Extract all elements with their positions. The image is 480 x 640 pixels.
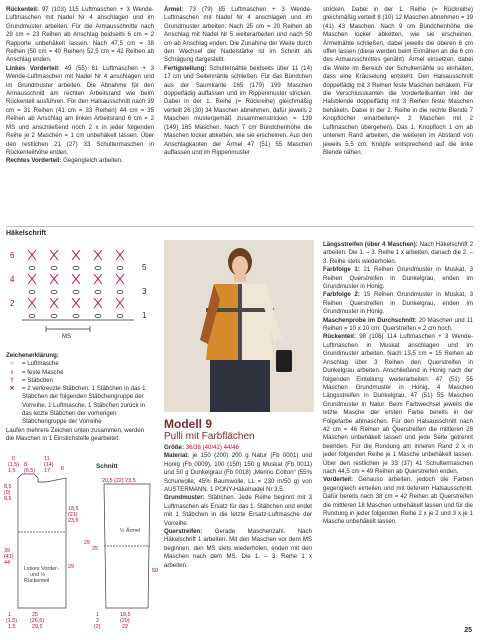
chart-row-4 bbox=[28, 274, 124, 284]
schnitt-top-1: (1,5) bbox=[8, 462, 20, 468]
schnitt-center-label-2: und ½ bbox=[30, 572, 45, 578]
rueckenteil2-text: 98 (106) 114 Luftmaschen + 3 Wende-Luftmaschen in Muskat anschlagen und im Grundmuster arbeiten. Nach 13,5 cm = 15 Reihen ab Anschlag über 3 Reihen den Querstreifen in Dunkelgrau arbeiten. Anschließend in Honig nach der folgenden Einteilung weiterarbeiten: 47 (51) 55 Maschen Grundmuster in Honig, 4 Maschen Längsstreifen in Dunkelgrau, 47 (51) 55 Maschen Grundmuster in Natur. Beim Farbwechsel jeweils die letzte Masche der ersten Farbe bereits in der Folgefarbe abmaschen. Für den Halsausschnitt nach 42 cm = 46 Reihen ab Querstreifen die mittleren 28 Maschen unbehäkelt lassen und jede Seite getrennt beenden. Für die Rundung am inneren Rand 2 x in jeder folgenden Reihe je 1 Masche unbehäkelt lassen. Über den restlichen je 33 (37) 41 Schultermaschen nach 44,5 cm = 49 Reihen ab Querstreifen enden. bbox=[323, 333, 473, 475]
maschenprobe-text: 20 Maschen und 11 Reihen = 10 x 10 cm; Querstreifen = 2 cm hoch. bbox=[323, 316, 473, 333]
sleeve-bottom-small-0: 1 bbox=[96, 612, 99, 618]
schnitt-bottom-2: 29,5 bbox=[32, 624, 43, 630]
farbfolge1-heading: Farbfolge 1: bbox=[323, 266, 360, 274]
sleeve-bottom-small-2: (2) bbox=[94, 624, 101, 630]
row-number-2: 2 bbox=[10, 299, 15, 308]
model-title: Modell 9 bbox=[164, 417, 213, 431]
sleeve-bottom-1: (20) bbox=[120, 618, 130, 624]
legend bbox=[6, 352, 154, 443]
schnitt-arm-2: 23,5 bbox=[68, 518, 79, 524]
sleeve-side-1: 50 bbox=[152, 568, 158, 574]
fertigstellung-heading: Fertigstellung: bbox=[164, 64, 207, 72]
schnitt-top-2: 1,5 bbox=[8, 468, 16, 474]
schnitt-bottom-0: 25 bbox=[32, 612, 38, 618]
schnitt-top-4: (6,5) bbox=[24, 468, 36, 474]
rechtes-vorderteil-text: Gegengleich arbeiten. bbox=[63, 157, 123, 165]
farbfolge1-text: 21 Reihen Grundmuster in Muskat, 3 Reihen Querstreifen in Dunkelgrau, enden im Grundmuster in Honig. bbox=[323, 266, 473, 291]
column-5 bbox=[164, 444, 312, 570]
column-6 bbox=[323, 241, 473, 527]
schnitt-top-9: 6 bbox=[61, 466, 64, 472]
crochet-chart bbox=[6, 240, 156, 340]
column-2 bbox=[164, 6, 312, 157]
linkes-vorderteil-heading: Linkes Vorderteil: bbox=[6, 64, 60, 72]
querstreifen-heading: Querstreifen: bbox=[164, 528, 203, 536]
model-subtitle: Pulli mit Farbflächen bbox=[164, 431, 255, 442]
linkes-vorderteil-text: 49 (55) 61 Luftmaschen + 3 Wende-Luftmaschen mit Nadel Nr 4 anschlagen und im Grundmuster arbeiten. Die Abnahme für den Armausschnitt am rechten Arbeitsrand wie beim Rückenteil ausführen. Für den Halsausschnitt nach 39 cm = 31 Reihen (41 cm = 33 Reihen) 44 cm = 35 Reihen ab Anschlag am linken Arbeitsrand 6 cm = 2 MS und anschließend noch 2 x in jeder folgenden Reihe je 2 Maschen = 1 cm unbehäkelt lassen. Über den restlichen 21 (27) 33 Schultermaschen in Rückenteilhöhe enden. bbox=[6, 64, 154, 156]
groesse-heading: Größe: bbox=[164, 444, 184, 451]
sleeve-bottom-small-1: 2 bbox=[96, 618, 99, 624]
schnitt-height-0: 29 bbox=[68, 564, 74, 570]
schnitt-height-1: 25 bbox=[84, 540, 90, 546]
schnitt-bottom-small-0: 1 bbox=[8, 612, 11, 618]
farbfolge2-heading: Farbfolge 2: bbox=[323, 291, 360, 299]
maschenprobe-heading: Maschenprobe im Durchschnitt: bbox=[323, 316, 417, 324]
schnitt-arm-1: (21) bbox=[68, 512, 78, 518]
vorderteil-text: Genauso arbeiten, jedoch die Farben gegengleich einteilen und mit tieferem Halsausschnitt. Dafür bereits nach 38 cm = 42 Reihen ab Querstreifen die mittleren 18 Maschen unbehäkelt lassen und für die Rundung in jeder folgenden Reihe 2 x je 2 und 3 x je 1 Masche unbehäkelt lassen. bbox=[323, 476, 473, 526]
schnitt-center-label-3: Rückenteil bbox=[24, 578, 50, 584]
page-number: 25 bbox=[464, 627, 472, 634]
schnitt-left-1: (9) bbox=[4, 490, 11, 496]
schnitt-arm-0: 18,5 bbox=[68, 506, 79, 512]
column-1 bbox=[6, 6, 154, 166]
chart-heading: Häkelschrift bbox=[6, 230, 47, 237]
schnitt-sleeve-outline bbox=[104, 484, 150, 608]
schnitt-top-3: 8 bbox=[24, 462, 27, 468]
laengsstreifen-heading: Längsstreifen (über 4 Maschen): bbox=[323, 241, 418, 248]
legend-text: = 2 verkreuzte Stäbchen: 1 Stäbchen in das 1. Stäbchen der folgenden Stäbchengruppe der Vorreihe, 1 Luftmasche, 1 Stäbchen zurück in das letzte Stäbchen der vorherigen Stäbchengruppe der Vorreihe bbox=[22, 385, 148, 426]
schnitt-bottom-1: (26,5) bbox=[30, 618, 45, 624]
chain-stitch-icon: ○ bbox=[10, 360, 14, 368]
schnitt-left-0: 8,5 bbox=[4, 484, 12, 490]
row-number-5: 5 bbox=[142, 263, 147, 272]
aermel-heading: Ärmel: bbox=[164, 6, 184, 13]
legend-footer: Laufen mehrere Zeichen unten zusammen, werden die Maschen in 1 Einstichstelle gearbeitet. bbox=[6, 426, 145, 442]
legend-item bbox=[6, 377, 154, 385]
grundmuster-text: Stäbchen. Jede Reihe beginnt mit 3 Luftmaschen als Ersatz für das 1. Stäbchen und endet mit 1 Stäbchen in die letzte Ersatz-Luftmasche der Vorreihe. bbox=[164, 494, 312, 527]
legend-item bbox=[6, 369, 154, 377]
model-illustration bbox=[164, 240, 314, 412]
rueckenteil2-heading: Rückenteil: bbox=[323, 333, 356, 341]
schnitt-heading: Schnitt bbox=[96, 463, 118, 470]
schnitt-side-2: 44 bbox=[4, 560, 10, 566]
fertigstellung-text: Schulternähte beidseits über 11 (14) 17 cm und Seitennähte schließen. Für das Bündchen aus der Saumkante 165 (179) 199 Maschen doppelfädig auffassen und im Rippenmuster stricken. Dabei in der 1. Reihe (= Rückreihe) gleichmäßig verteilt 26 (30) 34 Maschen abnehmen, dafür jeweils 2 Maschen mustergemäß zusammenstricken = 139 (149) 165 Maschen. Nach 7 cm Bündchenhöhe die Maschen locker abketten, wie sie erscheinen. Aus den Anschlagkanten der Ärmel 47 (51) 55 Maschen auffassen und im Rippenmuster bbox=[164, 64, 312, 156]
schnitt-top-7: (14) bbox=[44, 462, 54, 468]
rueckenteil-text: 97 (103) 115 Luftmaschen + 3 Wende-Luftmaschen mit Nadel Nr 4 anschlagen und im Grundmuster arbeiten. Für die Armausschnitte nach 29 cm = 23 Reihen ab Anschlag beidseits 6 cm = 2 Rapporte unbehäkelt lassen. Nach 47,5 cm = 38 Reihen (50 cm = 40 Reihen) 52,5 cm = 42 Reihen ab Anschlag enden. bbox=[6, 6, 154, 64]
model-photo bbox=[164, 240, 314, 412]
double-crochet-icon: † bbox=[10, 376, 14, 384]
row-number-1: 1 bbox=[142, 311, 147, 320]
single-crochet-icon: ı bbox=[11, 368, 13, 376]
ms-label: MS bbox=[62, 334, 71, 340]
chart-row-2 bbox=[28, 298, 124, 308]
legend-item bbox=[6, 360, 154, 368]
material-text: je 150 (200) 200 g Natur (Fb 0001) und Honig (Fb 0009), 100 (150) 150 g Muskat (Fb 0011) und 50 g Dunkelgrau (Fb 0018) „Merino Cotton“ (55% Schurwolle, 45% Baumwolle, LL = 230 m/50 g) von AUSTERMANN. 1 PONY-Häkelnadel Nr 3,5. bbox=[164, 452, 312, 494]
schnitt-top-8: 17 bbox=[44, 468, 50, 474]
sleeve-top: 20,5 (22) 23,5 bbox=[102, 478, 136, 484]
sleeve-label: ½ Ärmel bbox=[120, 528, 141, 534]
querstreifen-text: Gerade Maschenzahl. Nach Häkelschrift 1 arbeiten. Mit den Maschen vor dem MS beginnen, den MS stets wiederholen, enden mit den Maschen nach dem MS. Die 1. – 3. Reihe 1 x arbeiten. bbox=[164, 528, 312, 569]
row-number-6: 6 bbox=[10, 251, 15, 260]
schnitt-top-0: 0 bbox=[12, 456, 15, 462]
schnitt-left-2: 9,5 bbox=[4, 496, 12, 502]
rechtes-vorderteil-heading: Rechtes Vorderteil: bbox=[6, 157, 62, 165]
legend-heading: Zeichenerklärung: bbox=[6, 352, 59, 359]
chart-symbols bbox=[28, 250, 124, 308]
row-number-4: 4 bbox=[10, 275, 15, 284]
pattern-schematic bbox=[4, 452, 160, 632]
legend-item bbox=[6, 385, 154, 426]
rueckenteil-heading: Rückenteil: bbox=[6, 6, 39, 13]
aermel-text: 73 (79) 85 Luftmaschen + 3 Wende-Luftmaschen mit Nadel Nr 4 anschlagen und im Grundmuster arbeiten. Nach 25 cm = 20 Reihen ab Anschlag mit Nadel Nr 5 weiterarbeiten und nach 50 cm ab Anschlag enden. Die Zunahme der Weite durch den Wechsel der Nadelstärke ist im Schnitt als Schrägung dargestellt. bbox=[164, 6, 312, 64]
grundmuster-heading: Grundmuster: bbox=[164, 494, 205, 502]
schnitt-side-1: (41) bbox=[4, 554, 14, 560]
crossed-double-crochet-icon: ✕ bbox=[9, 385, 15, 393]
sleeve-side-0: 25 bbox=[92, 546, 98, 552]
legend-text: = feste Masche bbox=[22, 368, 64, 376]
section-divider bbox=[6, 226, 474, 227]
row-number-3: 3 bbox=[142, 287, 147, 296]
legend-text: = Luftmasche bbox=[22, 360, 59, 368]
schnitt-bottom-small-1: (1,5) bbox=[6, 618, 18, 624]
column-3-text: stricken. Dabei in der 1. Reihe (= Rückreihe) gleichmäßig verteilt 8 (10) 12 Maschen abnehmen = 39 (41) 43 Maschen. Nach 9 cm Bündchenhöhe die Maschen locker abketten, wie sie erscheinen. Ärmelnähte schließen, dabei jeweils die oberen 6 cm offen lassen (diese werden beim Einnähen an die 6 cm des Armausschnittes genäht). Ärmel einsetzen, dabei die Weite im Bereich der Schulternähte so einhalten, dass eine Kräuselung entsteht. Den Halsausschnitt doppelfädig mit 3 Reihen feste Maschen behäkeln. Für die Verschlusskanten die Vorderteilkanten inkl der Halsblende doppelfädig mit 3 Reihen feste Maschen behäkeln. Dabei in der 2. Reihe in die rechte Blende 7 Knopflöcher einarbeiten(= 2 Maschen mit 2 Luftmaschen übergehen). Das 1. Knopfloch 1 cm ab unterem Rand arbeiten, die weiteren im Abstand von jeweils 5,5 cm. Knöpfe entsprechend auf die linke Blende nähen. bbox=[323, 6, 473, 156]
column-3 bbox=[323, 6, 473, 157]
schnitt-body-outline bbox=[18, 474, 66, 608]
legend-text: = Stäbchen bbox=[22, 376, 54, 384]
vorderteil-heading: Vorderteil: bbox=[323, 476, 354, 484]
sleeve-bottom-0: 18,5 bbox=[120, 612, 131, 618]
laengsstreifen-text: Nach Häkelschrift 2 arbeiten. Die 1. – 3. Reihe 1 x arbeiten, danach die 2. – 3. Reihe stets wiederholen. bbox=[323, 241, 473, 265]
sleeve-bottom-2: 22 bbox=[122, 624, 128, 630]
farbfolge2-text: 15 Reihen Grundmuster in Muskat, 3 Reihen Querstreifen in Dunkelgrau, enden im Grundmuster in Honig. bbox=[323, 291, 473, 316]
chart-row-6 bbox=[28, 250, 124, 260]
groesse-text: 36/38 (40/42) 44/46 bbox=[185, 444, 239, 451]
schnitt-side-0: 39 bbox=[4, 548, 10, 554]
schnitt-top-6: 11 bbox=[44, 456, 50, 462]
schnitt-bottom-small-2: 1,5 bbox=[8, 624, 16, 630]
schnitt-center-label-1: Linkes Vorder- bbox=[24, 566, 59, 572]
material-heading: Material: bbox=[164, 452, 190, 460]
